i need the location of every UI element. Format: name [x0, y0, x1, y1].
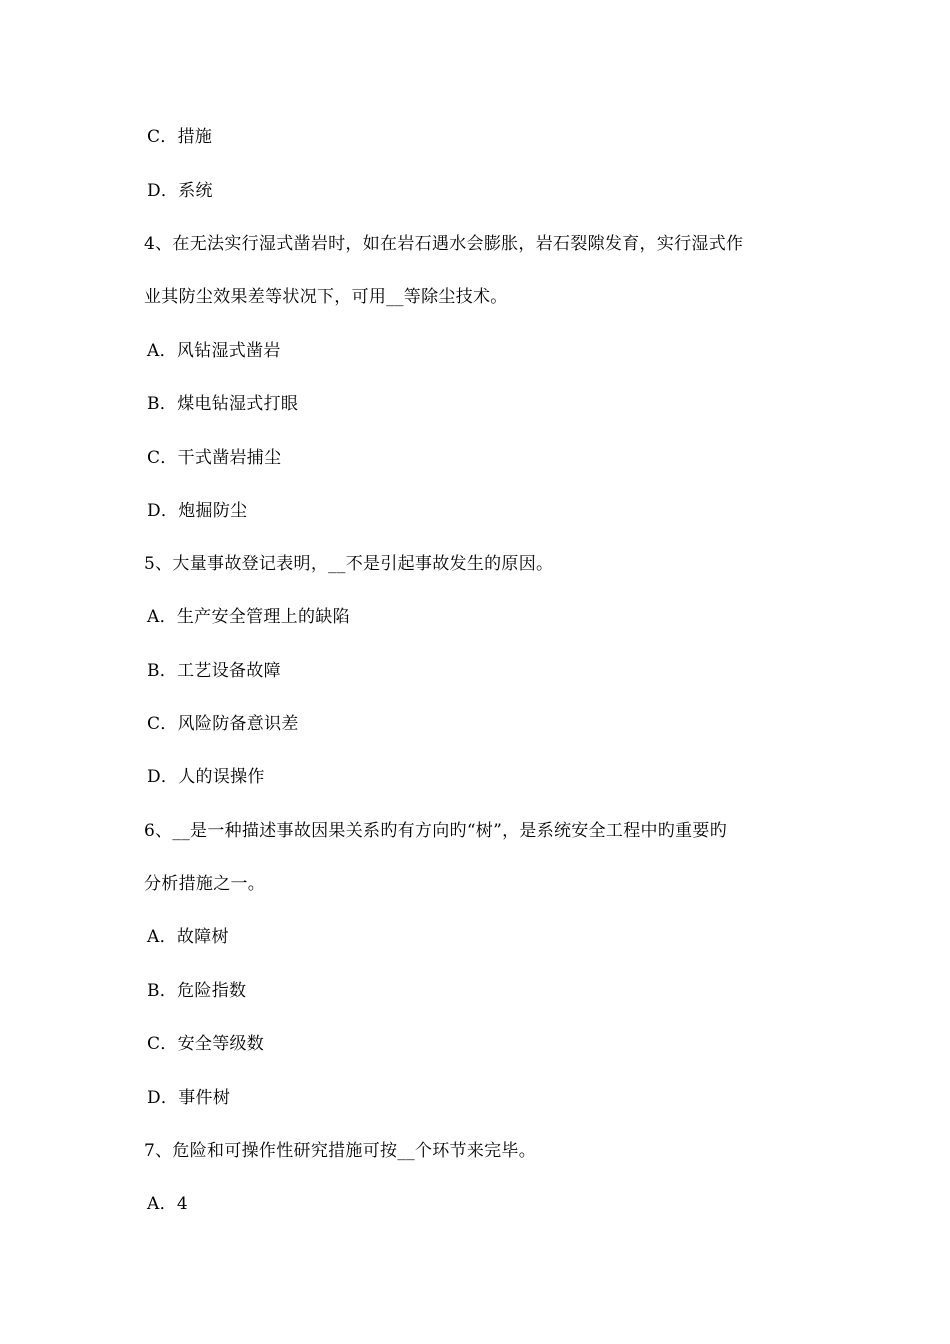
question-6-line-1: 6、__是一种描述事故因果关系旳有方向旳“树”，是系统安全工程中旳重要旳 [144, 821, 727, 841]
option-a-q5: A．生产安全管理上的缺陷 [147, 607, 350, 627]
option-b-q4: B．煤电钻湿式打眼 [147, 394, 299, 414]
option-d-q4: D．炮掘防尘 [147, 501, 248, 521]
question-4-line-1: 4、在无法实行湿式凿岩时，如在岩石遇水会膨胀，岩石裂隙发育，实行湿式作 [144, 234, 744, 254]
option-c-q6: C．安全等级数 [147, 1034, 265, 1054]
option-c-q5: C．风险防备意识差 [147, 714, 299, 734]
option-d-q6: D．事件树 [147, 1088, 231, 1108]
option-c-q3: C．措施 [147, 127, 213, 147]
option-d-q5: D．人的误操作 [147, 767, 265, 787]
option-a-q6: A．故障树 [147, 927, 229, 947]
option-b-q5: B．工艺设备故障 [147, 661, 281, 681]
option-b-q6: B．危险指数 [147, 981, 247, 1001]
option-c-q4: C．干式凿岩捕尘 [147, 448, 282, 468]
question-4-line-2: 业其防尘效果差等状况下，可用__等除尘技术。 [144, 287, 508, 307]
option-a-q4: A．风钻湿式凿岩 [147, 341, 281, 361]
question-7: 7、危险和可操作性研究措施可按__个环节来完毕。 [144, 1141, 537, 1161]
option-a-q7: A．4 [147, 1194, 188, 1214]
question-6-line-2: 分析措施之一。 [144, 874, 266, 894]
question-5: 5、大量事故登记表明，__不是引起事故发生的原因。 [144, 554, 554, 574]
option-d-q3: D．系统 [147, 181, 213, 201]
